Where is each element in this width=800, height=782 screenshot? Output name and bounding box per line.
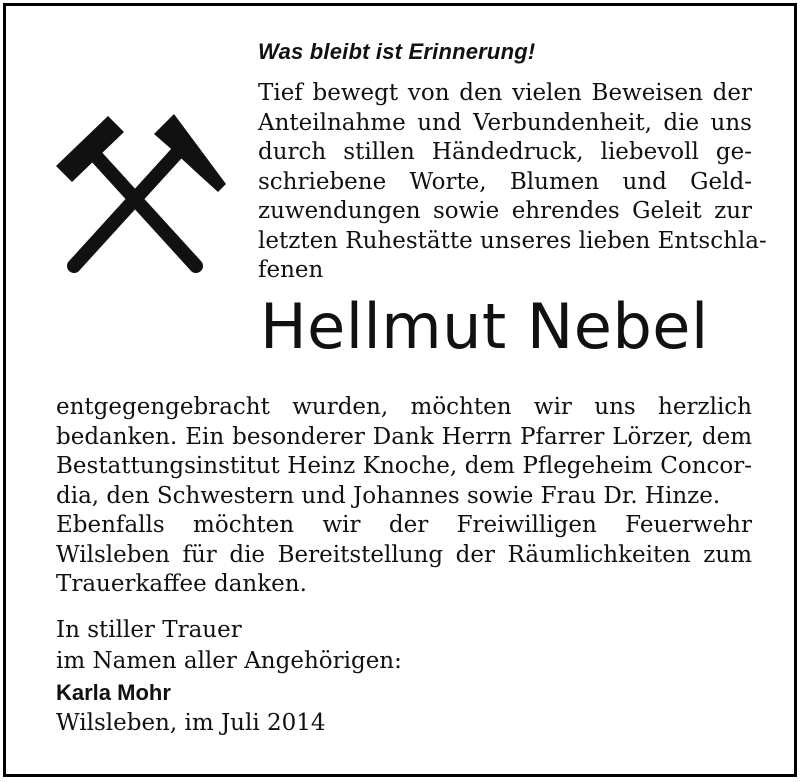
body-paragraph	[56, 393, 752, 600]
intro-line: Tief bewegt von den vielen Beweisen der	[258, 80, 752, 106]
closing-line: In stiller Trauer	[56, 617, 242, 643]
signer-name: Karla Mohr	[56, 680, 171, 705]
intro-line: letzten Ruhestätte unseres lieben Entschla-	[258, 227, 767, 254]
intro-line: fenen	[258, 257, 324, 283]
intro-line: schriebene Worte, Blumen und Geld-	[258, 168, 752, 195]
body-line: Bestattungsinstitut Heinz Knoche, dem Pflegeheim Concor-	[56, 453, 752, 479]
crossed-hammers-icon	[46, 114, 231, 279]
motto-heading: Was bleibt ist Erinnerung!	[258, 39, 536, 64]
intro-paragraph	[258, 79, 767, 286]
intro-line: zuwendungen sowie ehrendes Geleit zur	[258, 198, 752, 224]
body-line: dia, den Schwestern und Johannes sowie Frau Dr. Hinze.	[56, 482, 721, 509]
intro-line: Anteilnahme und Verbundenheit, die uns	[258, 109, 752, 136]
body-line: bedanken. Ein besonderer Dank Herrn Pfarrer Lörzer, dem	[56, 423, 752, 450]
place-date: Wilsleben, im Juli 2014	[56, 710, 326, 736]
body-line: entgegengebracht wurden, möchten wir uns herzlich	[56, 394, 752, 420]
body-line: Ebenfalls möchten wir der Freiwilligen Feuerwehr	[56, 512, 752, 538]
intro-line: durch stillen Händedruck, liebevoll ge-	[258, 139, 752, 165]
deceased-name: Hellmut Nebel	[260, 290, 709, 363]
obituary-notice	[3, 3, 797, 777]
closing-line: im Namen aller Angehörigen:	[56, 648, 402, 674]
body-line: Trauerkaffee danken.	[56, 571, 307, 597]
body-line: Wilsleben für die Bereitstellung der Räumlichkeiten zum	[56, 541, 752, 568]
closing-block	[56, 615, 556, 739]
